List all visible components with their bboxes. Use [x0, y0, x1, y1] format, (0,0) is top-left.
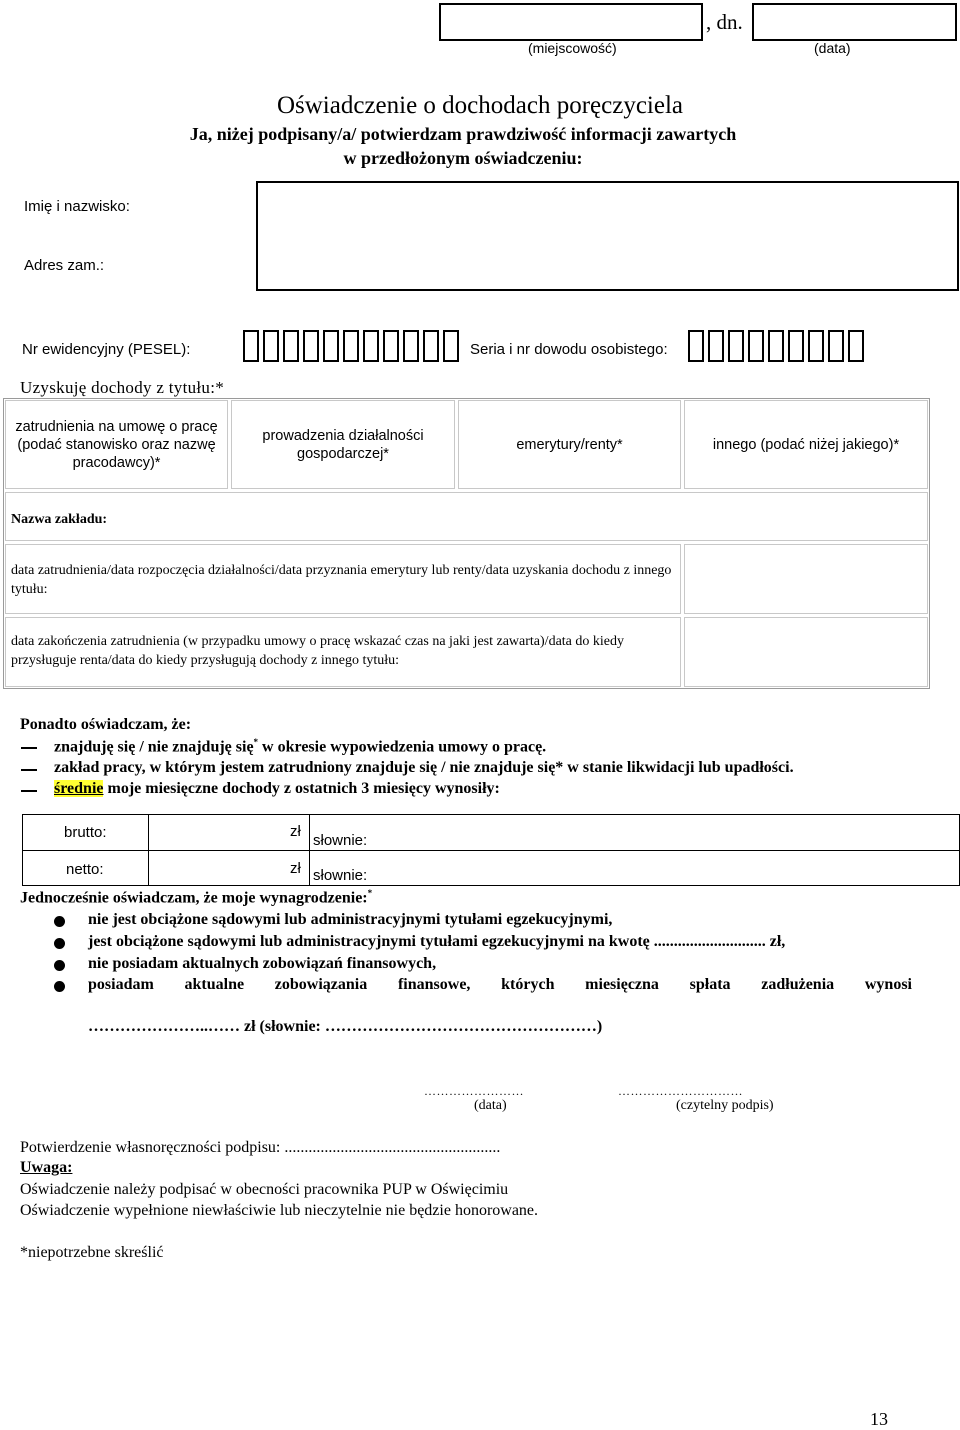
end-date-label-cell [5, 617, 681, 687]
brutto-currency: zł [290, 823, 301, 840]
income-heading: Uzyskuję dochody z tytułu:* [20, 378, 225, 397]
amounts-col-line [148, 814, 149, 886]
remuneration-heading-text: Jednocześnie oświadczam, że moje wynagrodzenie: [20, 889, 368, 907]
page-number: 13 [870, 1409, 888, 1429]
company-name-label: Nazwa zakładu: [11, 512, 108, 527]
bullet-dash [21, 747, 37, 749]
income-option-label: innego (podać niżej jakiego)* [712, 436, 900, 453]
remuneration-option-1: nie jest obciążone sądowymi lub administracyjnymi tytułami egzekucyjnymi, [88, 911, 613, 928]
signature-date-dots[interactable]: …………………… [424, 1084, 524, 1098]
asterisk: * [253, 737, 259, 747]
remuneration-option-2: jest obciążone sądowymi lub administracyjnymi tytułami egzekucyjnymi na kwotę ............................ zł, [88, 933, 786, 950]
pesel-digit-box[interactable] [443, 330, 459, 362]
pesel-digit-box[interactable] [263, 330, 279, 362]
asterisk-note: *niepotrzebne skreślić [20, 1244, 164, 1261]
brutto-words-label: słownie: [313, 832, 368, 849]
remuneration-option-4: posiadam aktualne zobowiązania finansowe, których miesięczna spłata zadłużenia wynosi [88, 976, 912, 993]
signature-sign-dots[interactable]: ………………………… [618, 1084, 743, 1098]
remuneration-option-3: nie posiadam aktualnych zobowiązań finansowych, [88, 955, 437, 972]
income-option-label: emerytury/renty* [516, 436, 623, 453]
bullet-dot [54, 916, 65, 927]
bullet-dash [21, 790, 37, 792]
id-digit-box[interactable] [688, 330, 704, 362]
id-digit-box[interactable] [728, 330, 744, 362]
signature-sign-caption: (czytelny podpis) [676, 1098, 774, 1113]
start-date-field[interactable] [684, 544, 928, 614]
title-line-2: w przedłożonym oświadczeniu: [343, 148, 583, 168]
id-digit-box[interactable] [828, 330, 844, 362]
pesel-digit-box[interactable] [363, 330, 379, 362]
pesel-digit-box[interactable] [343, 330, 359, 362]
id-digit-box[interactable] [768, 330, 784, 362]
name-label: Imię i nazwisko: [24, 198, 130, 215]
company-name-row [5, 492, 928, 541]
netto-label: netto: [66, 861, 104, 878]
id-digit-box[interactable] [708, 330, 724, 362]
pesel-digit-box[interactable] [383, 330, 399, 362]
signature-confirmation: Potwierdzenie własnoręczności podpisu: ...................................................... [20, 1139, 501, 1156]
id-field[interactable] [688, 330, 868, 364]
brutto-label: brutto: [64, 824, 107, 841]
date-caption: (data) [814, 40, 851, 56]
id-label: Seria i nr dowodu osobistego: [470, 341, 668, 358]
average-highlight: średnie [54, 780, 104, 797]
income-option-employment[interactable] [5, 400, 228, 489]
dn-label: , dn. [706, 10, 743, 34]
name-address-field[interactable] [256, 181, 959, 291]
income-option-business[interactable] [231, 400, 455, 489]
amounts-divider [22, 850, 960, 851]
start-date-label-cell [5, 544, 681, 614]
bullet-dash [21, 769, 37, 771]
pesel-digit-box[interactable] [243, 330, 259, 362]
place-field[interactable] [439, 3, 703, 41]
pesel-label: Nr ewidencyjny (PESEL): [22, 341, 191, 358]
id-digit-box[interactable] [808, 330, 824, 362]
pesel-digit-box[interactable] [423, 330, 439, 362]
statement-notice-period [54, 737, 546, 756]
note-line-2: Oświadczenie wypełnione niewłaściwie lub nieczytelnie nie będzie honorowane. [20, 1202, 539, 1219]
statement-liquidation: zakład pracy, w którym jestem zatrudniony znajduje się / nie znajduje się* w stanie likwidacji lub upadłości. [54, 759, 794, 776]
income-option-label: zatrudnienia na umowę o pracę (podać stanowisko oraz nazwę pracodawcy)* [15, 418, 218, 471]
netto-words-label: słownie: [313, 867, 368, 884]
id-digit-box[interactable] [848, 330, 864, 362]
income-option-pension[interactable] [458, 400, 681, 489]
amounts-col-line [309, 814, 310, 886]
pesel-digit-box[interactable] [283, 330, 299, 362]
statements-heading: Ponadto oświadczam, że: [20, 716, 192, 733]
remuneration-heading [20, 888, 372, 907]
bullet-dot [54, 981, 65, 992]
id-digit-box[interactable] [748, 330, 764, 362]
end-date-field[interactable] [684, 617, 928, 687]
signature-date-caption: (data) [474, 1098, 507, 1113]
income-option-other[interactable] [684, 400, 928, 489]
pesel-digit-box[interactable] [323, 330, 339, 362]
id-digit-box[interactable] [788, 330, 804, 362]
income-option-label: prowadzenia działalności gospodarczej* [262, 427, 424, 462]
statement-average-income [54, 780, 500, 798]
address-label: Adres zam.: [24, 257, 105, 274]
start-date-label: data zatrudnienia/data rozpoczęcia działalności/data przyznania emerytury lub renty/data uzyskania dochodu z innego tytułu: [11, 563, 672, 597]
pesel-digit-box[interactable] [303, 330, 319, 362]
brutto-amount-field[interactable] [152, 817, 306, 848]
netto-currency: zł [290, 860, 301, 877]
note-label: Uwaga: [20, 1159, 73, 1176]
end-date-label: data zakończenia zatrudnienia (w przypadku umowy o pracę wskazać czas na jaki jest zawarta)/data do kiedy przysługuje renta/data do kiedy przysługują dochody z innego tytułu: [11, 634, 624, 668]
place-caption: (miejscowość) [528, 40, 617, 56]
notice-period-choice: znajduję się / nie znajduję się [54, 738, 254, 756]
average-rest: moje miesięczne dochody z ostatnich 3 miesięcy wynosiły: [103, 780, 500, 797]
page-title: Oświadczenie o dochodach poręczyciela [276, 92, 684, 119]
date-field[interactable] [752, 3, 957, 41]
note-line-1: Oświadczenie należy podpisać w obecności pracownika PUP w Oświęcimiu [20, 1181, 509, 1198]
asterisk: * [367, 888, 373, 898]
bullet-dot [54, 938, 65, 949]
repayment-amount-line[interactable]: …………………..…… zł (słownie: ……………………………………………) [88, 1018, 603, 1035]
pesel-field[interactable] [243, 330, 463, 364]
netto-amount-field[interactable] [152, 853, 306, 884]
bullet-dot [54, 960, 65, 971]
pesel-digit-box[interactable] [403, 330, 419, 362]
notice-period-rest: w okresie wypowiedzenia umowy o pracę. [258, 738, 547, 756]
title-line-1: Ja, niżej podpisany/a/ potwierdzam prawdziwość informacji zawartych [189, 124, 737, 144]
